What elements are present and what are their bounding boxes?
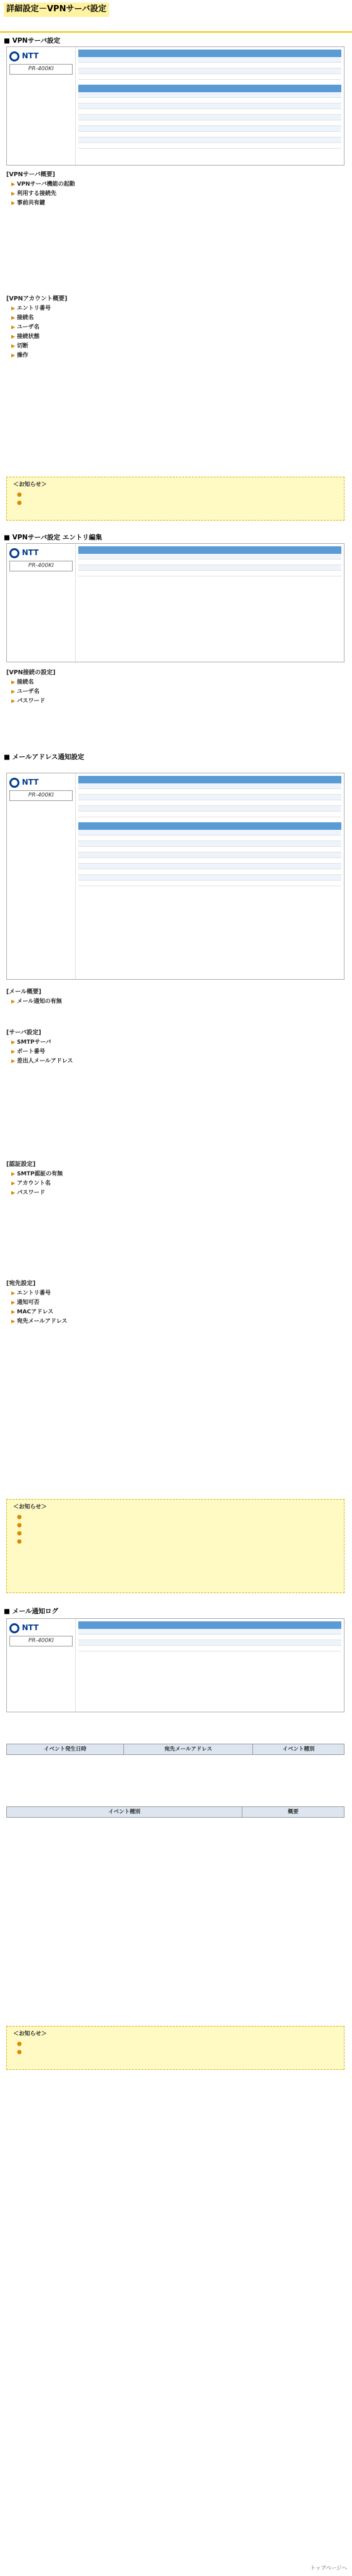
caution-line [17,499,338,507]
caution-line [17,491,338,499]
panel-header-bar [78,776,341,783]
item-label: ▶ SMTPサーバ [11,1039,344,1047]
router-main-panel [78,776,341,977]
table-row [78,63,341,68]
panel-header-bar [78,822,341,830]
item-label: ▶ MACアドレス [11,1308,344,1317]
caution-title: ＜お知らせ＞ [13,482,47,488]
item-label: ▶ 宛先メールアドレス [11,1318,344,1326]
table-row [78,852,341,858]
model-badge: PR-400KI [9,561,73,571]
table-row [78,858,341,864]
col-header: イベント種別 [7,1807,242,1818]
table-row [78,132,341,137]
list-item [11,181,344,189]
ntt-logo-text: NTT [22,1623,39,1632]
table-header-row [7,1807,344,1818]
section-title-mail-notice: ■ メールアドレス通知設定 [4,753,85,762]
router-main-panel [78,1621,341,1709]
list-item [11,1318,344,1326]
entry-edit-explanation [6,669,344,707]
vpn-account-explanation [6,295,344,361]
table-row [78,812,341,817]
block-title: [宛先設定] [6,1280,36,1287]
ntt-logo [9,548,73,558]
table-row [78,98,341,103]
list-item [11,688,344,696]
list-item [11,1170,344,1179]
list-item [11,679,344,687]
block-title: [VPN接続の設定] [6,669,56,676]
model-badge: PR-400KI [9,790,73,801]
item-label: ▶ ユーザ名 [11,324,344,332]
ntt-logo-mark [9,51,19,61]
table-row [78,800,341,806]
list-item [11,199,344,208]
list-item [11,998,344,1006]
caution-line [17,2040,338,2049]
list-item [11,342,344,351]
col-header: イベント発生日時 [7,1744,124,1755]
caution-line [17,1538,338,1546]
vpn-basic-explanation [6,171,344,209]
item-label: ▶ 通知可否 [11,1299,344,1307]
col-header: 宛先メールアドレス [123,1744,252,1755]
item-label: ▶ エントリ番号 [11,305,344,313]
table-row [78,1635,341,1640]
panel-header-bar [78,1621,341,1629]
caution-title: ＜お知らせ＞ [13,1504,47,1510]
router-sidebar [7,773,76,979]
ntt-logo-text: NTT [22,778,39,787]
item-label: ▶ パスワード [11,1189,344,1197]
table-row [78,789,341,795]
list-item [11,1057,344,1066]
table-row [78,869,341,875]
table-row [78,1646,341,1651]
table-row [78,806,341,812]
model-badge: PR-400KI [9,64,73,75]
table-row [78,881,341,886]
ntt-logo-text: NTT [22,548,39,557]
caution-title: ＜お知らせ＞ [13,2031,47,2037]
list-item [11,1308,344,1317]
table-row [78,74,341,80]
list-item [11,314,344,322]
item-label: ▶ 接続名 [11,314,344,322]
section-title-mail-log: ■ メール通知ログ [4,1607,58,1616]
item-label: ▶ 接続状態 [11,333,344,341]
item-label: ▶ 接続名 [11,679,344,687]
mail-settings-explanation [6,988,344,1007]
panel-header-bar [78,546,341,554]
table-row [78,1640,341,1646]
page-header [0,0,352,33]
smtp-explanation [6,1029,344,1067]
table-row [78,554,341,559]
caution-line [17,1530,338,1538]
auth-explanation [6,1160,344,1199]
list-item [11,1299,344,1307]
screenshot-mail-log [6,1618,344,1712]
item-label: ▶ ポート番号 [11,1048,344,1056]
list-item [11,305,344,313]
table-row [78,571,341,576]
section-title-vpn-server: ■ VPNサーバ設定 [4,36,60,46]
block-title: [VPNサーバ概要] [6,171,55,178]
block-title: [サーバ設定] [6,1029,41,1036]
screenshot-mail-notice [6,773,344,980]
table-row [78,137,341,143]
table-row [78,143,341,149]
item-label: ▶ 利用する接続先 [11,190,344,198]
item-label: ▶ エントリ番号 [11,1290,344,1298]
item-label: ▶ VPNサーバ機能の起動 [11,181,344,189]
ntt-logo-mark [9,548,19,558]
ntt-logo [9,777,73,788]
log-header-table [6,1744,344,1755]
table-row [78,835,341,841]
table-row [78,841,341,847]
item-label: ▶ メール通知の有無 [11,998,344,1006]
caution-box-1 [6,477,344,521]
block-title: [VPNアカウント概要] [6,295,68,302]
table-row [78,92,341,98]
table-row [78,847,341,852]
item-label: ▶ SMTP認証の有無 [11,1170,344,1179]
table-row [78,126,341,132]
event-kind-table [6,1806,344,1818]
item-label: ▶ 切断 [11,342,344,351]
table-row [78,68,341,74]
router-main-panel [78,546,341,659]
block-title: [認証設定] [6,1161,36,1168]
dest-explanation [6,1280,344,1327]
table-row [78,565,341,571]
table-header-row [7,1744,344,1755]
table-row [78,1629,341,1635]
screenshot-vpn-server [6,46,344,166]
ntt-logo-mark [9,1623,19,1633]
list-item [11,1180,344,1188]
list-item [11,190,344,198]
ntt-logo [9,1623,73,1633]
table-row [78,783,341,789]
table-row [78,795,341,800]
page-title: 詳細設定－VPNサーバ設定 [4,3,109,17]
table-row [78,115,341,120]
panel-header-bar [78,50,341,57]
router-main-panel [78,50,341,162]
col-header: 概要 [242,1807,344,1818]
list-item [11,697,344,706]
list-item [11,324,344,332]
list-item [11,1048,344,1056]
model-badge: PR-400KI [9,1636,73,1646]
col-header: イベント種別 [253,1744,344,1755]
list-item [11,1290,344,1298]
ntt-logo-mark [9,778,19,788]
table-row [78,559,341,565]
list-item [11,1189,344,1197]
caution-line [17,1522,338,1530]
ntt-logo-text: NTT [22,51,39,60]
item-label: ▶ 差出人メールアドレス [11,1057,344,1066]
table-row [78,830,341,835]
table-row [78,57,341,63]
router-sidebar [7,1619,76,1712]
list-item [11,333,344,341]
table-row [78,109,341,115]
panel-header-bar [78,85,341,92]
router-sidebar [7,544,76,662]
back-to-top-link[interactable]: トップページへ [310,2565,347,2572]
block-title: [メール概要] [6,989,41,995]
screenshot-vpn-entry [6,543,344,662]
table-row [78,875,341,881]
ntt-logo [9,51,73,61]
table-row [78,103,341,109]
item-label: ▶ ユーザ名 [11,688,344,696]
item-label: ▶ パスワード [11,697,344,706]
section-title-vpn-entry: ■ VPNサーバ設定 エントリ編集 [4,533,102,543]
caution-line [17,1513,338,1522]
item-label: ▶ アカウント名 [11,1180,344,1188]
item-label: ▶ 操作 [11,352,344,360]
caution-line [17,2049,338,2057]
list-item [11,352,344,360]
list-item [11,1039,344,1047]
table-row [78,120,341,126]
table-row [78,864,341,869]
router-sidebar [7,47,76,165]
caution-box-3 [6,2026,344,2070]
caution-box-2 [6,1499,344,1593]
item-label: ▶ 事前共有鍵 [11,199,344,208]
